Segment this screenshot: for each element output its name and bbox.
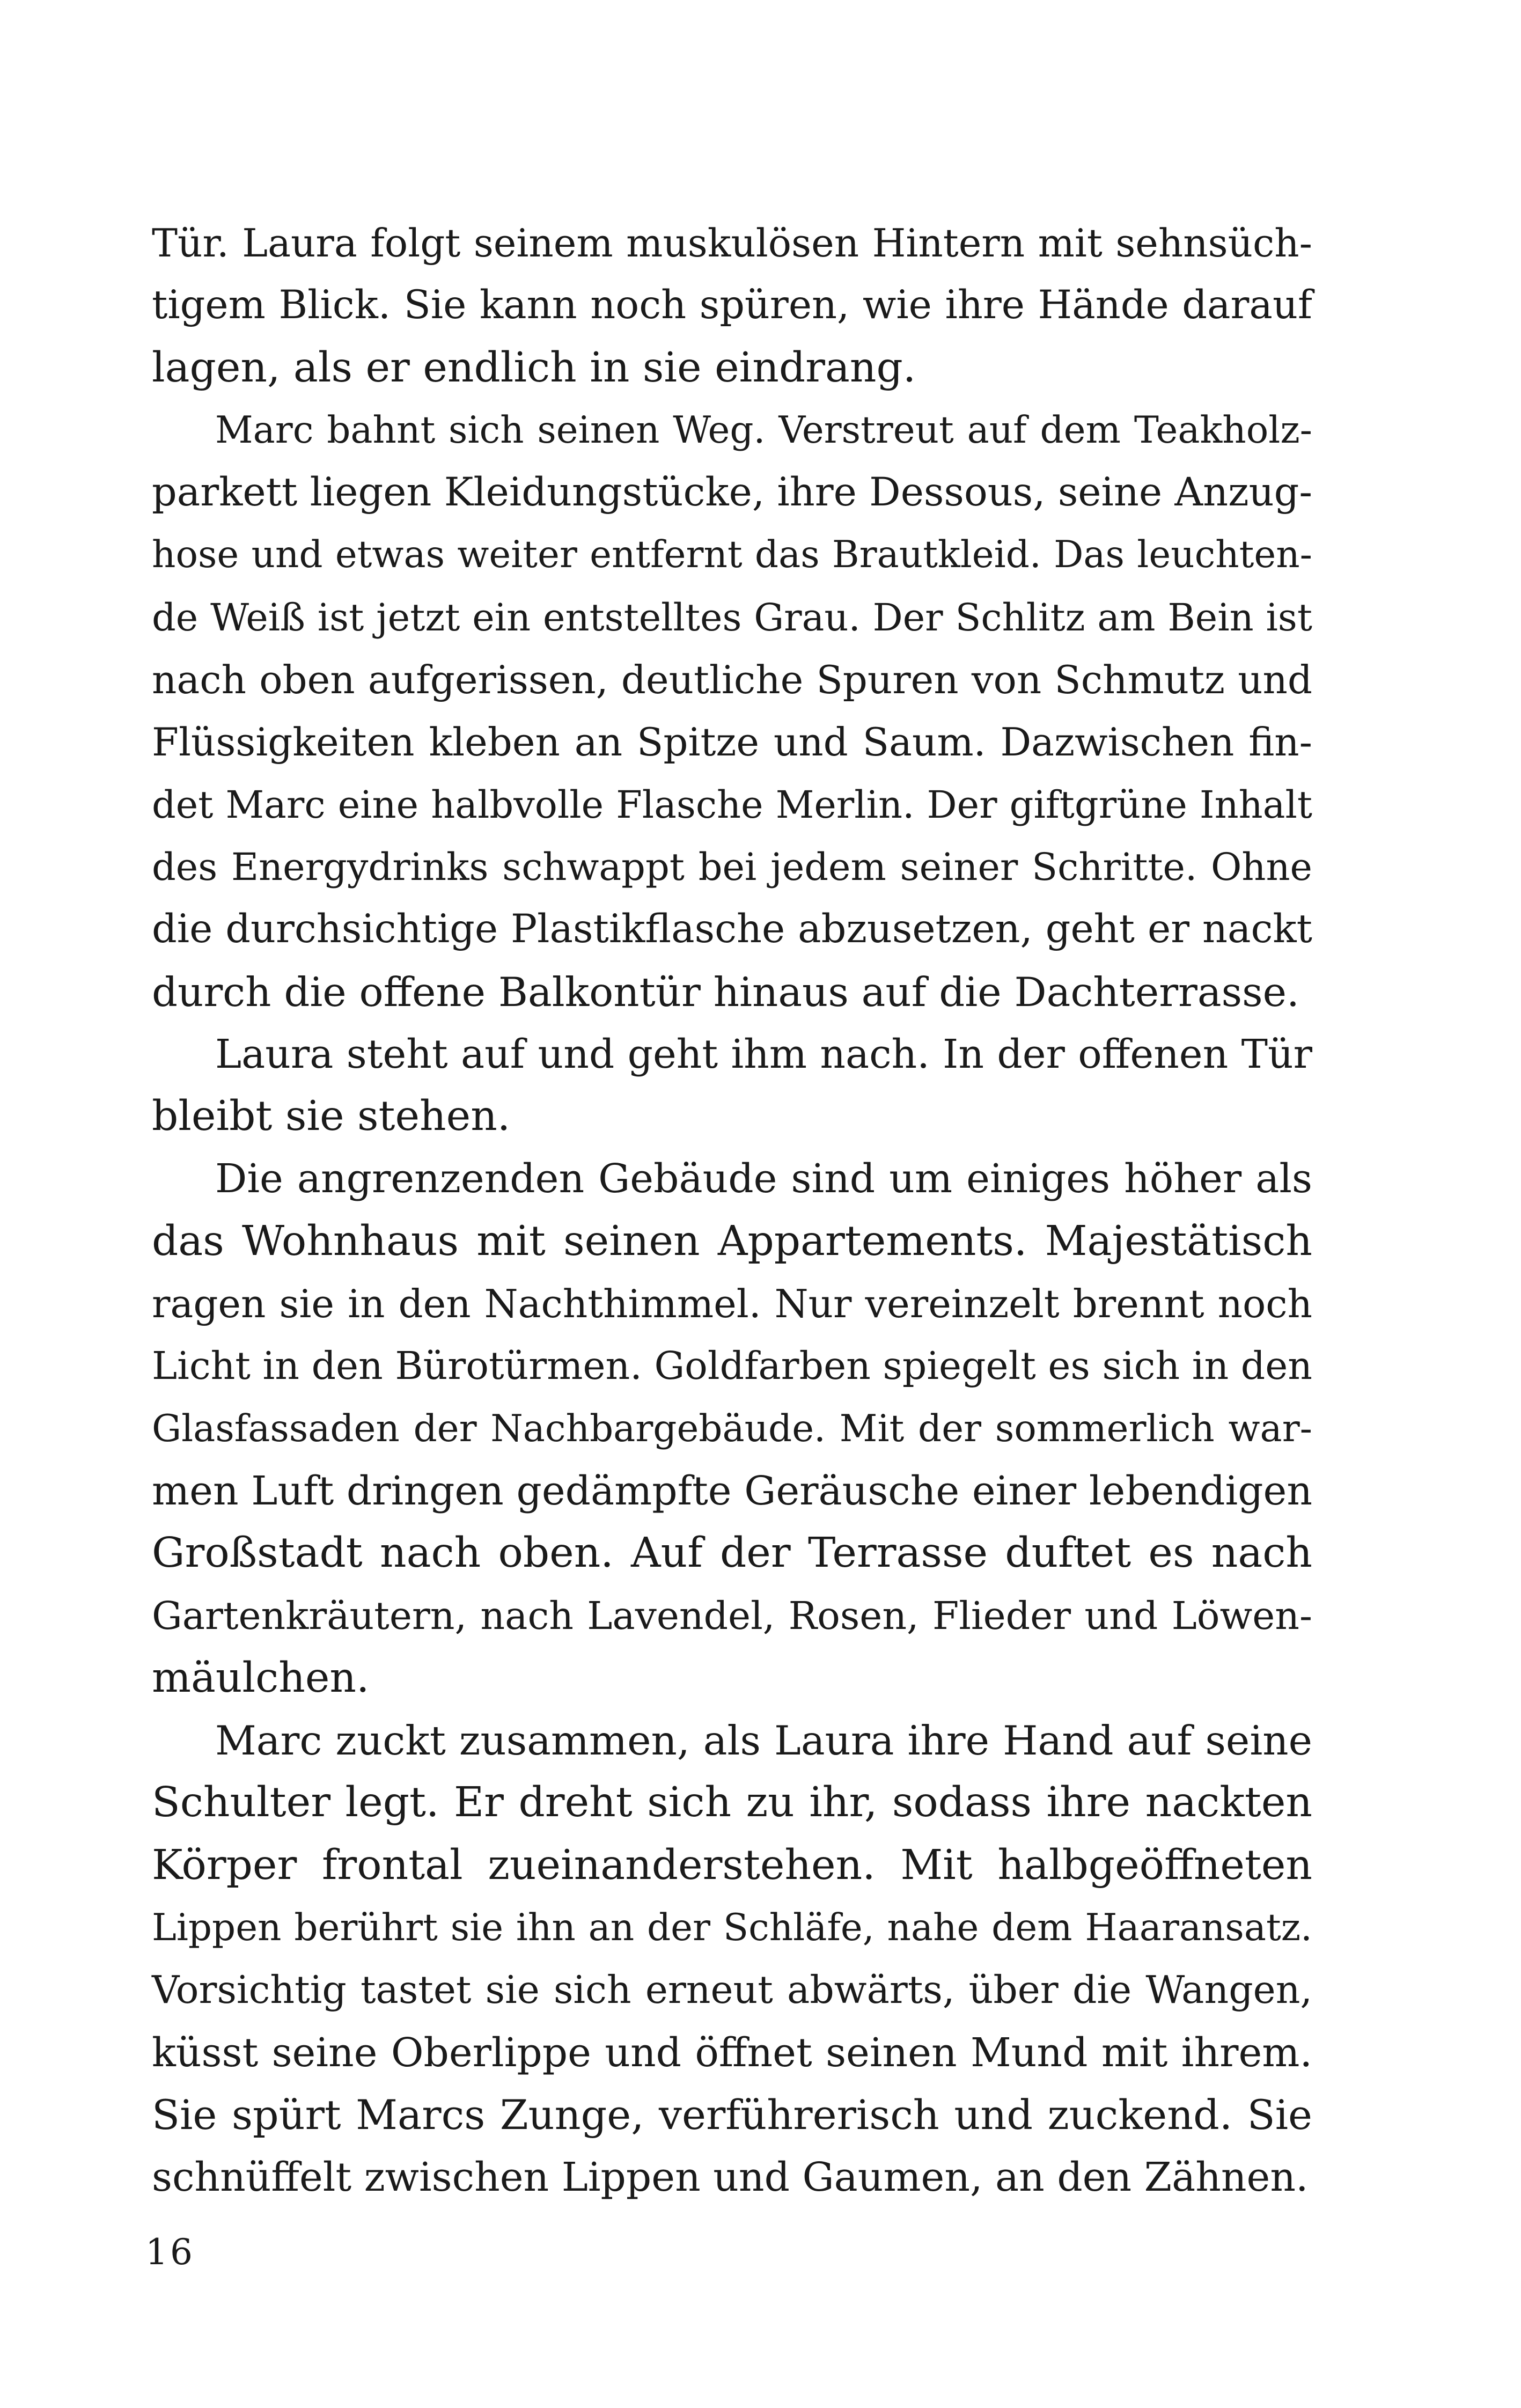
text-line: Laura steht auf und geht ihm nach. In der offenen Tür [215, 1031, 1312, 1077]
text-line: schnüffelt zwischen Lippen und Gaumen, an den Zähnen. [152, 2154, 1309, 2201]
text-line: des Energydrinks schwappt bei jedem seiner Schritte. Ohne [152, 845, 1312, 889]
text-line: die durchsichtige Plastikflasche abzusetzen, geht er nackt [152, 906, 1312, 952]
text-line: tigem Blick. Sie kann noch spüren, wie ihre Hände darauf [152, 282, 1312, 328]
page-number: 16 [145, 2231, 195, 2273]
text-line: parkett liegen Kleidungstücke, ihre Dessous, seine Anzug- [152, 469, 1312, 516]
text-line: hose und etwas weiter entfernt das Brautkleid. Das leuchten- [152, 533, 1312, 577]
text-line: men Luft dringen gedämpfte Geräusche einer lebendigen [152, 1467, 1312, 1514]
text-line: Sie spürt Marcs Zunge, verführerisch und zuckend. Sie [152, 2090, 1312, 2139]
text-line: Körper frontal zueinanderstehen. Mit halbgeöffneten [152, 1841, 1312, 1889]
text-line: Flüssigkeiten kleben an Spitze und Saum. Dazwischen fin- [152, 720, 1312, 765]
text-line: Marc zuckt zusammen, als Laura ihre Hand auf seine [215, 1717, 1312, 1765]
text-line: Licht in den Bürotürmen. Goldfarben spiegelt es sich in den [152, 1344, 1312, 1389]
text-line: Gartenkräutern, nach Lavendel, Rosen, Flieder und Löwen- [152, 1593, 1312, 1638]
text-line: mäulchen. [152, 1654, 370, 1702]
body-text [152, 212, 1312, 2209]
text-line: Lippen berührt sie ihn an der Schläfe, nahe dem Haaransatz. [152, 1906, 1312, 1950]
text-line: Marc bahnt sich seinen Weg. Verstreut auf dem Teakholz- [215, 408, 1312, 452]
text-line: de Weiß ist jetzt ein entstelltes Grau. Der Schlitz am Bein ist [152, 595, 1312, 640]
text-line: bleibt sie stehen. [152, 1092, 511, 1141]
text-line: nach oben aufgerissen, deutliche Spuren von Schmutz und [152, 657, 1312, 703]
text-line: Schulter legt. Er dreht sich zu ihr, sodass ihre nackten [152, 1779, 1312, 1827]
text-line: Vorsichtig tastet sie sich erneut abwärts, über die Wangen, [152, 1967, 1312, 2013]
text-line: das Wohnhaus mit seinen Appartements. Majestätisch [152, 1217, 1312, 1265]
text-line: det Marc eine halbvolle Flasche Merlin. Der giftgrüne Inhalt [152, 782, 1312, 827]
text-line: Großstadt nach oben. Auf der Terrasse duftet es nach [152, 1529, 1312, 1577]
text-line: ragen sie in den Nachthimmel. Nur vereinzelt brennt noch [152, 1281, 1312, 1327]
text-line: Tür. Laura folgt seinem muskulösen Hintern mit sehnsüch- [152, 221, 1312, 266]
text-line: Glasfassaden der Nachbargebäude. Mit der sommerlich war- [152, 1407, 1312, 1450]
text-line: küsst seine Oberlippe und öffnet seinen Mund mit ihrem. [152, 2029, 1312, 2076]
text-line: durch die offene Balkontür hinaus auf die Dachterrasse. [152, 968, 1299, 1016]
text-line: Die angrenzenden Gebäude sind um einiges höher als [215, 1156, 1312, 1202]
text-line: lagen, als er endlich in sie eindrang. [152, 343, 916, 392]
